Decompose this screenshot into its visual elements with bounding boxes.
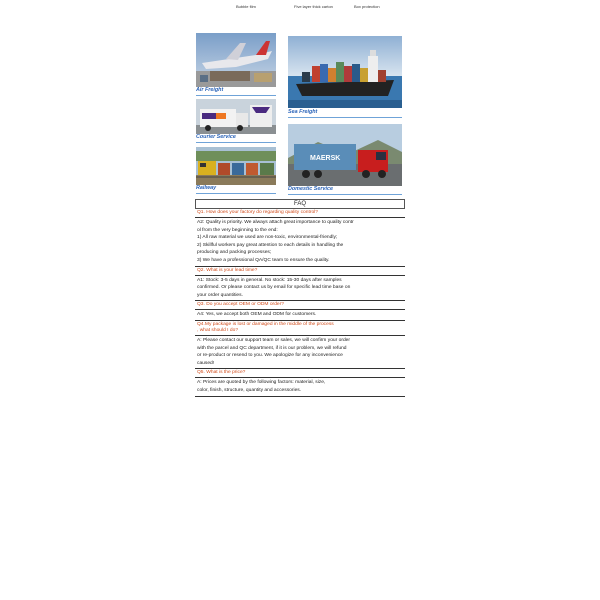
faq-question xyxy=(195,301,405,310)
domestic-service-image xyxy=(288,124,402,186)
air-freight-image xyxy=(196,33,276,87)
packaging-labels xyxy=(0,4,600,12)
sea-freight-image xyxy=(288,36,402,108)
faq-question xyxy=(195,267,405,276)
packaging-label-bubble-film: Bubble film xyxy=(236,4,256,9)
faq-answer xyxy=(195,218,405,267)
faq-question-line: , what should I do? xyxy=(197,327,239,333)
faq-question xyxy=(195,321,405,336)
railway-tile xyxy=(196,147,276,195)
sea-freight-tile xyxy=(288,36,402,118)
faq-question-line: Q5. What is the price? xyxy=(197,370,246,376)
faq-answer xyxy=(195,336,405,369)
domestic-service-underline xyxy=(288,194,402,195)
faq-answer-line: A: Prices are quoted by the following factors: material, size, xyxy=(197,380,326,386)
railway-label: Railway xyxy=(196,185,217,191)
courier-service-tile xyxy=(196,99,276,143)
faq-question-line: Q1. How does your factory do regarding quality control? xyxy=(197,210,318,215)
sea-freight-underline xyxy=(288,117,402,118)
faq-title: FAQ xyxy=(195,199,405,209)
faq-question-line: Q4.My package is lost or damaged in the middle of the process xyxy=(197,321,334,327)
container-brand-text: MAERSK xyxy=(310,155,341,162)
faq-answer-line: A4: Yes, we accept both OEM and ODM for customers. xyxy=(197,312,317,318)
faq-answer-line: with the parcel and QC department, if it is our problem, we will refund xyxy=(197,345,347,351)
sea-freight-label: Sea Freight xyxy=(288,109,318,115)
faq-question xyxy=(195,369,405,378)
faq-section xyxy=(195,199,405,397)
faq-answer-line: A1: Stock: 3-5 days in general. No stock: 15-30 days after samples xyxy=(197,277,342,283)
faq-answer-line: 2) Skillful workers pay great attention to each details in handling the xyxy=(197,242,344,248)
faq-answer-line: color, finish, structure, quantity and accessories. xyxy=(197,387,302,393)
faq-list xyxy=(195,209,405,397)
air-freight-underline xyxy=(196,95,276,96)
faq-answer-line: 1) All raw material we used are non-toxic, environmental-friendly; xyxy=(197,235,338,241)
railway-underline xyxy=(196,193,276,194)
faq-answer-line: caused! xyxy=(197,360,215,366)
packaging-label-box-protection: Box protection xyxy=(354,4,380,9)
packaging-label-carton: Five layer thick carton xyxy=(294,4,333,9)
domestic-service-label: Domestic Service xyxy=(288,186,333,192)
domestic-service-tile xyxy=(288,124,402,196)
faq-answer xyxy=(195,378,405,396)
faq-answer-line: your order quantities. xyxy=(197,292,243,298)
faq-answer-line: A2: Quality is priority. We always attach great importance to quality contr xyxy=(197,220,354,225)
faq-answer xyxy=(195,276,405,302)
courier-service-label: Courier Service xyxy=(196,134,236,140)
faq-question-line: Q3. Do you accept OEM or ODM order? xyxy=(197,302,284,308)
faq-answer-line: producing and packing processes; xyxy=(197,250,272,256)
faq-question xyxy=(195,209,405,218)
air-freight-label: Air Freight xyxy=(196,87,224,93)
faq-answer-line: A: Please contact our support team or sales, we will confirm your order xyxy=(197,337,351,343)
air-freight-tile xyxy=(196,33,276,96)
faq-answer-line: confirmed. Or please contact us by email for specific lead time base on xyxy=(197,285,351,291)
courier-service-image xyxy=(196,99,276,134)
faq-answer-line: or re-product or resend to you. We apologize for any inconvenience xyxy=(197,353,343,359)
courier-service-underline xyxy=(196,142,276,143)
railway-image xyxy=(196,147,276,185)
faq-answer xyxy=(195,310,405,321)
faq-answer-line: ol from the very beginning to the end: xyxy=(197,227,278,233)
faq-answer-line: 3) We have a professional QA/QC team to ensure the quality. xyxy=(197,257,330,263)
shipping-methods-collage xyxy=(196,33,404,197)
faq-question-line: Q2. What is your lead time? xyxy=(197,267,258,273)
